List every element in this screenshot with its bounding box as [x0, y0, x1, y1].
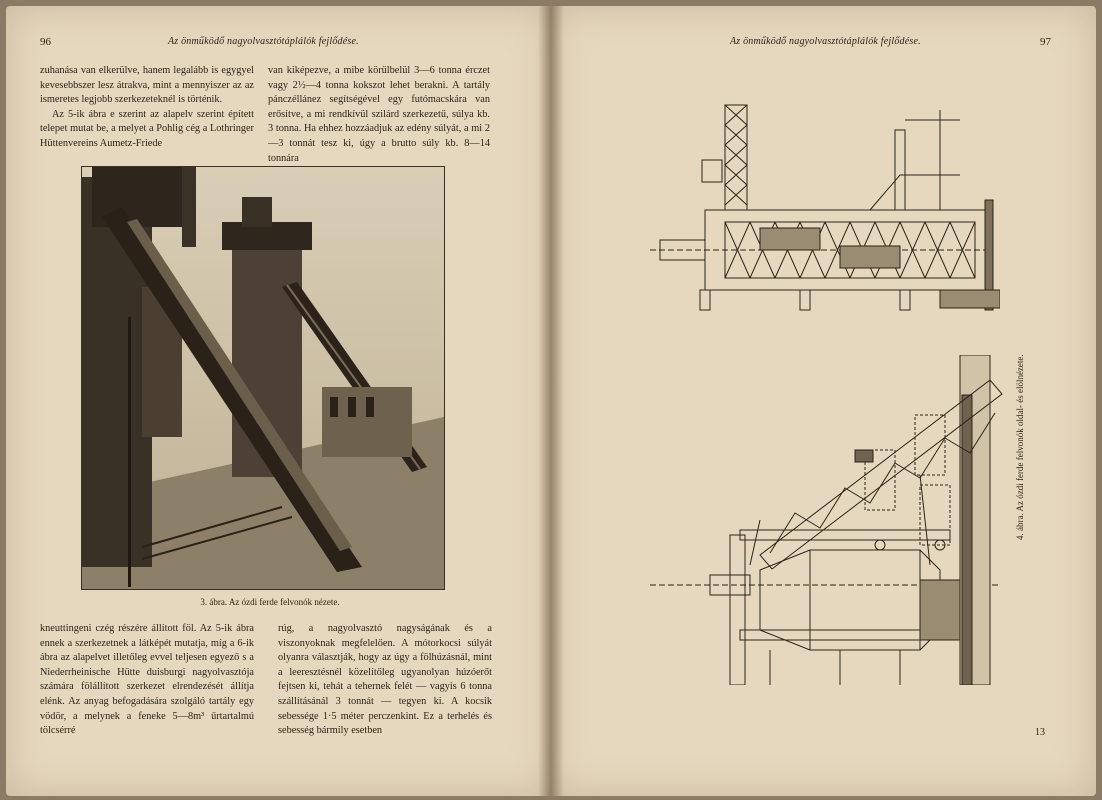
photo-illustration [82, 167, 444, 589]
left-running-head: Az önműködő nagyolvasztótáplálók fejlődése. [168, 36, 359, 47]
figure-caption-4: 4. ábra. Az ózdi ferde felvonók oldal- és elölnézete. [1015, 354, 1025, 540]
left-top-column-2 [268, 64, 490, 166]
furnace-front-view-drawing [640, 355, 1010, 685]
paragraph: zuhanása van elkerülve, hanem legalább is egygyel kevesebbszer lesz átrakva, mint a mennyiszer az az ismeretes legjobb szerkezeteknél is történik. [40, 65, 254, 106]
blast-furnace-photo [81, 166, 445, 590]
left-bottom-column-1 [40, 622, 254, 739]
paragraph: van kiképezve, a mibe körülbelül 3—6 tonna érczet vagy 2½—4 tonna kokszot lehet berakni. A tartály pánczéllánez segítségével egy futómacskára van erősítve, a mi rendkívül szilárd szerkezetű, súlya kb. 3 tonna. Ha ehhez hozzáadjuk az edény súlyát, a mi 2—3 tonnát tesz ki, úgy a brutto súly kb. 8—14 tonnára [268, 65, 490, 164]
paragraph: kneuttingeni czég részére állított föl. Az 5-ik ábra ennek a szerkezetnek a látképét mutatja, míg a 6-ik ábra az alapelvet illetőleg evvel teljesen egyező s a Niederrheinische Hütte duisburgi nagyolvasztója számára fölállított szerkezet elrendezését állítja elénk. Az anyag befogadására szolgáló tartály egy vödör, a melynek a feneke 5—8m³ űrtartalmú tölcsérré [40, 623, 254, 737]
signature-mark: 13 [1035, 727, 1045, 738]
figure-caption-3: 3. ábra. Az ózdi ferde felvonók nézete. [200, 597, 340, 607]
hoist-side-view-drawing [640, 100, 1000, 320]
right-page-number: 97 [1040, 36, 1051, 48]
left-bottom-column-2 [278, 622, 492, 739]
paragraph: Az 5-ik ábra e szerint az alapelv szerint épített telepet mutat be, a melyet a Pohlig cég a Lothringer Hüttenvereins Aumetz-Friede [40, 108, 254, 149]
paragraph: rúg, a nagyolvasztó nagyságának és a viszonyoknak megfelelően. A mótorkocsi súlyát olyanra választják, hogy az úgy a fölhúzásnál, mint a leeresztésnél közelítőleg ugyanolyan húzóerőt fejtsen ki, tehát a tehernek felét — vagyis 6 tonna szállításánál 3 tonnát — tegyen ki. A kocsik sebessége 1·5 méter perczenkint. Ez a terhelés és sebesség bármily esetben [278, 623, 492, 737]
left-top-column-1 [40, 64, 254, 152]
right-running-head: Az önműködő nagyolvasztótáplálók fejlődése. [730, 36, 921, 47]
left-page-number: 96 [40, 36, 51, 48]
book-gutter [538, 6, 564, 796]
